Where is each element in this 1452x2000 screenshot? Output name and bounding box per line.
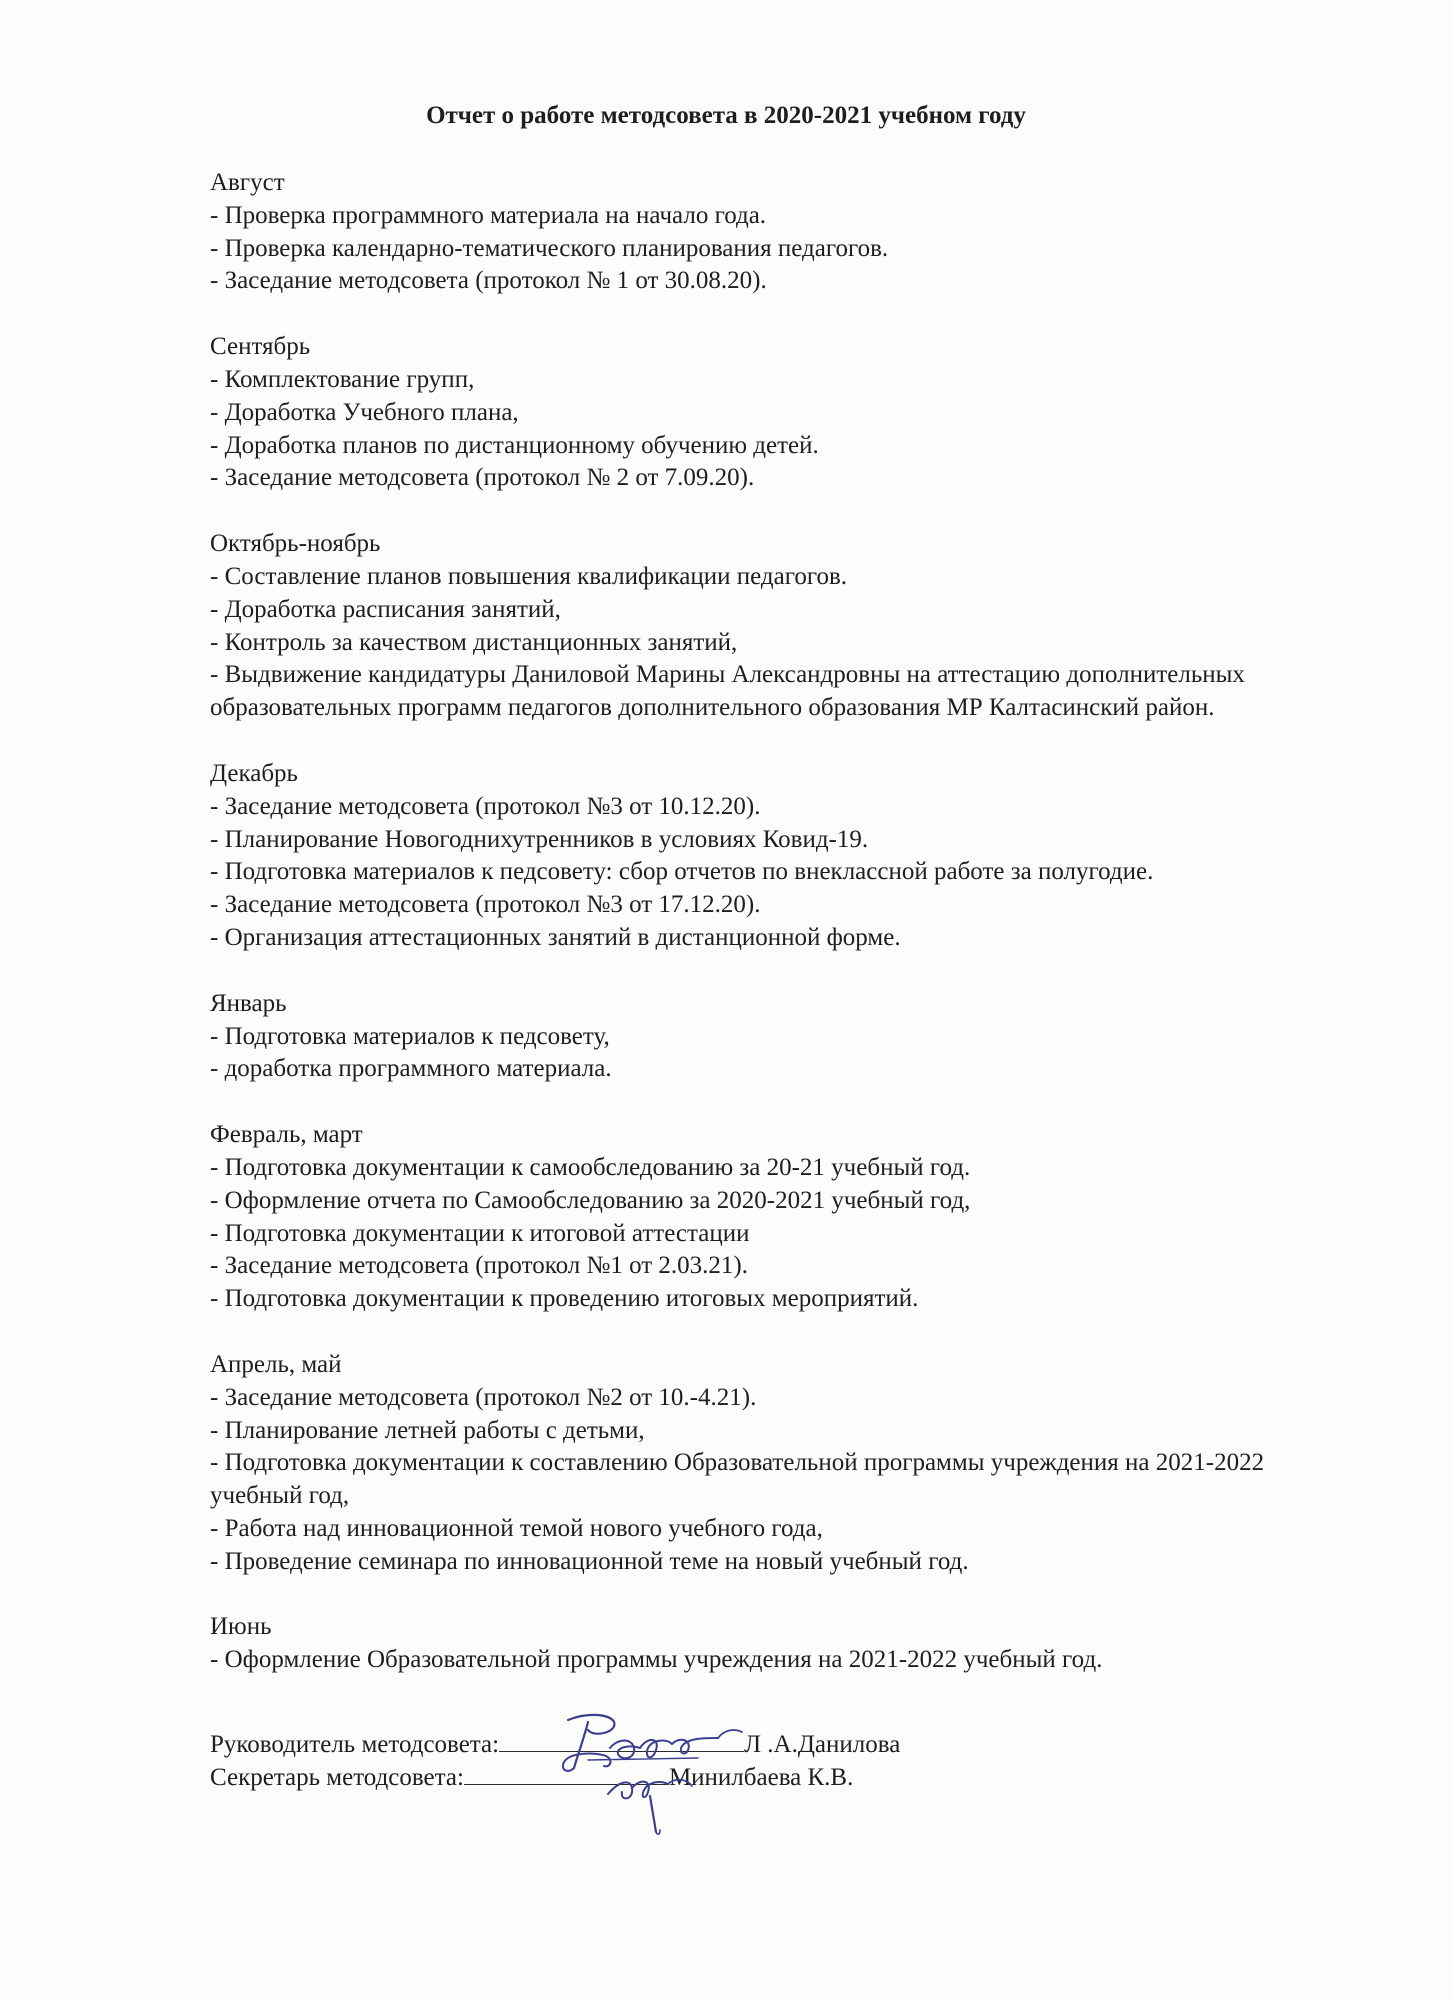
list-item: - Подготовка документации к проведению итоговых мероприятий. [210,1285,919,1313]
list-item: - Планирование Новогоднихутренников в условиях Ковид-19. [210,825,869,853]
list-item: - Проверка календарно-тематического планирования педагогов. [210,234,889,262]
list-item: - Заседание методсовета (протокол № 2 от 7.09.20). [210,464,755,492]
section-heading: Сентябрь [210,333,311,361]
section-december [210,758,1310,955]
list-item: - Оформление Образовательной программы учреждения на 2021-2022 учебный год. [210,1646,1103,1674]
section-heading: Август [210,169,285,196]
section-heading: Январь [210,989,287,1017]
list-item: - Заседание методсовета (протокол №2 от 10.-4.21). [210,1383,757,1411]
list-item: - Комплектование групп, [210,365,475,393]
list-item: - доработка программного материала. [210,1055,612,1083]
report-body [210,167,1310,1710]
list-item: - Подготовка материалов к педсовету, [210,1022,610,1050]
section-heading: Февраль, март [210,1121,363,1149]
section-heading: Декабрь [210,759,298,787]
list-item: - Контроль за качеством дистанционных занятий, [210,628,738,656]
list-item: - Доработка Учебного плана, [210,398,519,426]
list-item: - Проверка программного материала на начало года. [210,201,767,229]
section-february-march [210,1119,1310,1316]
section-september [210,331,1310,495]
secretary-name: Минилбаева К.В. [668,1763,854,1791]
section-heading: Апрель, май [210,1350,342,1378]
section-october-november [210,528,1310,725]
list-item: - Планирование летней работы с детьми, [210,1416,645,1444]
signature-strokes [563,1715,742,1834]
head-name: Л .А.Данилова [744,1731,901,1758]
list-item: - Проведение семинара по инновационной теме на новый учебный год. [210,1547,969,1575]
list-item: - Доработка расписания занятий, [210,595,561,623]
list-item: - Доработка планов по дистанционному обучению детей. [210,431,819,459]
list-item: - Подготовка документации к составлению Образовательной программы учреждения на 2021-2022 учебный год, [210,1449,1271,1510]
list-item: - Подготовка материалов к педсовету: сбор отчетов по внеклассной работе за полугодие. [210,858,1154,886]
list-item: - Заседание методсовета (протокол №1 от 2.03.21). [210,1252,748,1280]
list-item: - Оформление отчета по Самообследованию за 2020-2021 учебный год, [210,1186,971,1214]
list-item: - Заседание методсовета (протокол №3 от 17.12.20). [210,891,761,919]
list-item: - Работа над инновационной темой нового учебного года, [210,1514,823,1542]
head-label: Руководитель методсовета: [210,1731,500,1758]
list-item: - Заседание методсовета (протокол №3 от 10.12.20). [210,792,761,820]
list-item: - Организация аттестационных занятий в дистанционной форме. [210,923,901,951]
list-item: - Подготовка документации к самообследованию за 20-21 учебный год. [210,1153,971,1181]
handwritten-signature-icon [548,1708,778,1838]
secretary-label: Секретарь методсовета: [210,1763,464,1791]
list-item: - Выдвижение кандидатуры Даниловой Марины Александровны на аттестацию дополнительных образовательных программ педагогов дополнительного образования МР Калтасинский район. [210,661,1252,722]
document-title: Отчет о работе методсовета в 2020-2021 учебном году [426,102,1026,129]
section-june [210,1611,1310,1677]
list-item: - Заседание методсовета (протокол № 1 от 30.08.20). [210,267,767,295]
section-august [210,167,1310,298]
section-heading: Октябрь-ноябрь [210,530,381,558]
section-january [210,988,1310,1086]
list-item: - Подготовка документации к итоговой аттестации [210,1219,750,1247]
section-heading: Июнь [210,1613,272,1641]
list-item: - Составление планов повышения квалификации педагогов. [210,562,848,590]
section-april-may [210,1349,1310,1579]
